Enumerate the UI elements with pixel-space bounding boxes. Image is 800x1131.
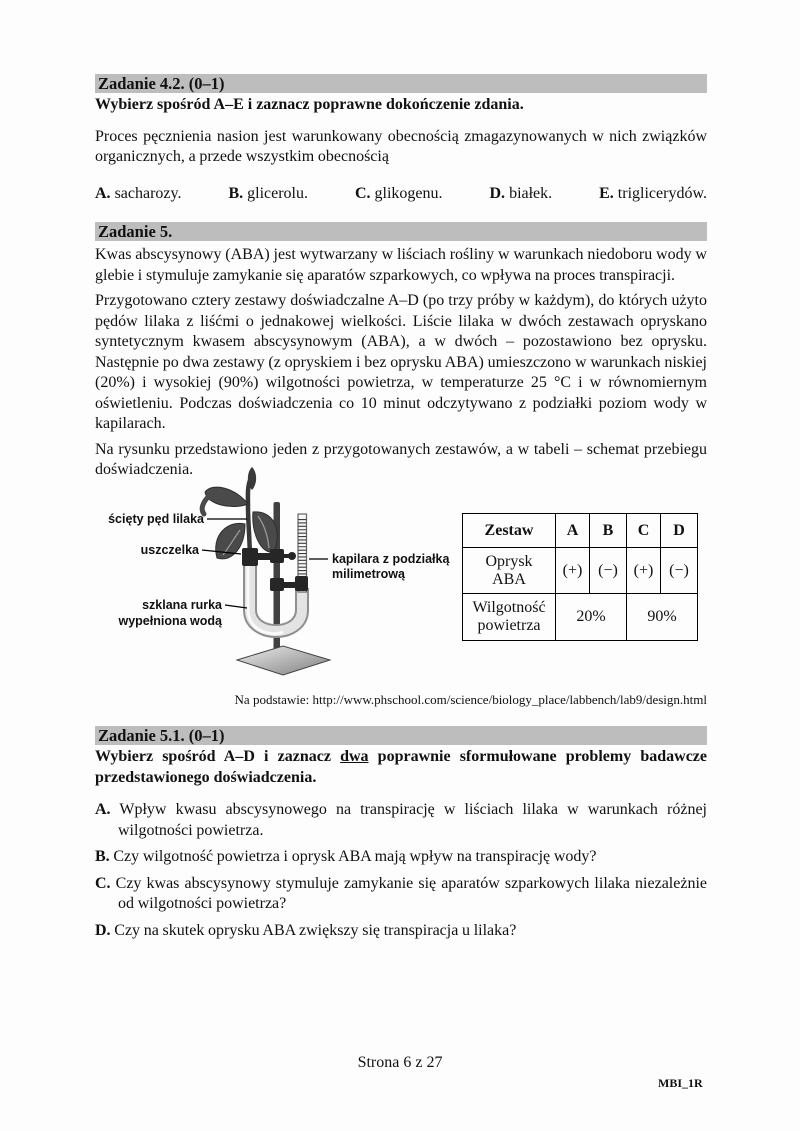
capillary-clamp [270, 576, 308, 591]
row-label-wilgotnosc: Wilgotność powietrza [463, 594, 556, 641]
tube-label-line1: szklana rurka [142, 598, 222, 612]
task-5-paragraph-3: Na rysunku przedstawiono jeden z przygotowanych zestawów, a w tabeli – schemat przebiegu doświadczenia. [95, 440, 707, 478]
option-d: D. białek. [489, 184, 553, 202]
option-a: A. Wpływ kwasu abscysynowego na transpirację w liściach lilaka w warunkach różnej wilgotności powietrza. [95, 801, 707, 839]
option-c: C. Czy kwas abscysynowy stymuluje zamykanie się aparatów szparkowych lilaka niezależnie od wilgotności powietrza? [95, 874, 707, 912]
oprysk-c: (+) [627, 548, 661, 594]
lilac-shoot [202, 467, 277, 562]
capillary-label-line2: milimetrową [332, 567, 405, 581]
exam-sheet-code: MBI_1R [658, 1076, 703, 1090]
capillary-label-line1: kapilara z podziałką [332, 552, 450, 566]
option-a: A. sacharozy. [95, 184, 182, 202]
oprysk-a: (+) [556, 548, 590, 594]
option-d: D. Czy na skutek oprysku ABA zwiększy się transpiracja u lilaka? [95, 921, 517, 939]
task-4-2-instruction: Wybierz spośród A–E i zaznacz poprawne dokończenie zdania. [95, 96, 524, 113]
option-b: B. glicerolu. [228, 184, 308, 202]
option-b: B. Czy wilgotność powietrza i oprysk ABA mają wpływ na transpirację wody? [95, 848, 597, 865]
shoot-label: ścięty pęd lilaka [108, 512, 204, 526]
seal-label: uszczelka [140, 543, 199, 557]
task-5-1-header-bar: Zadanie 5.1. (0–1) [95, 726, 707, 745]
table-header-d: D [661, 514, 698, 548]
leaf [205, 487, 248, 506]
task-4-2-options [95, 185, 707, 203]
row-label-oprysk-aba: Oprysk ABA [463, 548, 556, 594]
task-5-1-section [95, 726, 707, 941]
task-5-1-instruction: Wybierz spośród A–D i zaznacz dwa poprawnie sformułowane problemy badawcze przedstawionego doświadczenia. [95, 748, 708, 786]
humidity-cd: 90% [627, 594, 698, 641]
task-4-2-header-bar: Zadanie 4.2. (0–1) [95, 74, 707, 93]
experiment-table [462, 513, 698, 641]
rubber-seal [242, 548, 258, 566]
option-c: C. glikogenu. [354, 184, 443, 202]
tube-label-line2: wypełniona wodą [118, 614, 222, 628]
underlined-dwa: dwa [340, 748, 369, 765]
experiment-figure-row [95, 462, 707, 692]
task-5-paragraph-1: Kwas abscysynowy (ABA) jest wytwarzany w liściach rośliny w warunkach niedoboru wody w glebie i stymuluje zamykanie się aparatów szparkowych, co wpływa na proces transpiracji. [95, 246, 707, 284]
figure-source: Na podstawie: http://www.phschool.com/science/biology_place/labbench/lab9/design.html [234, 692, 707, 707]
table-header-c: C [627, 514, 661, 548]
base-plate [237, 646, 330, 675]
table-header-b: B [590, 514, 627, 548]
task-4-2-section [95, 74, 707, 203]
task-5-section [95, 222, 707, 727]
humidity-ab: 20% [556, 594, 627, 641]
task-4-2-body: Proces pęcznienia nasion jest warunkowany obecnością zmagazynowanych w nich związków organicznych, a przede wszystkim obecnością [95, 127, 707, 165]
task-5-paragraph-2: Przygotowano cztery zestawy doświadczalne A–D (po trzy próby w każdym), do których użyto pędów lilaka z liśćmi o jednakowej wielkości. Liście lilaka w dwóch zestawach opryskano syntetycznym kwasem abscysynowym (ABA), a w dwóch – pozostawiono bez oprysku. Następnie po dwa zestawy (z opryskiem i bez oprysku ABA) umieszczono w warunkach niskiej (20%) i wysokiej (90%) wilgotności powietrza, w temperaturze 25 °C i w równomiernym oświetleniu. Podczas doświadczenia co 10 minut odczytywano z podziałki poziom wody w kapilarach. [95, 292, 707, 432]
table-row [463, 548, 698, 594]
task-5-header-bar: Zadanie 5. [95, 222, 707, 241]
table-row [463, 594, 698, 641]
option-e: E. triglicerydów. [599, 184, 707, 202]
table-header-a: A [556, 514, 590, 548]
oprysk-b: (−) [590, 548, 627, 594]
page-number: Strona 6 z 27 [357, 1054, 443, 1071]
oprysk-d: (−) [661, 548, 698, 594]
table-header-zestaw: Zestaw [463, 514, 556, 548]
